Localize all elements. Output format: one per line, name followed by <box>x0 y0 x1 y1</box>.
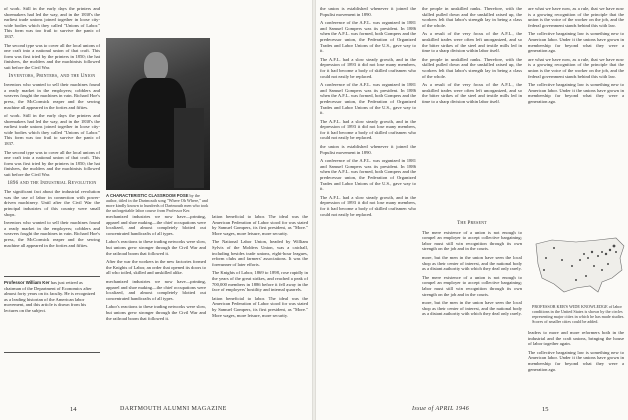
paragraph: After the war the workers in the new factories formed the Knights of Labor, an order that opened its doors to all who toiled, skilled and unskilled alike. <box>106 259 206 276</box>
paragraph: As a result of the very focus of the A.F.L., the unskilled trades were often left unorganized, and so the bitter strikes of the steel and textile mills led in time to a sharp division within labor itself. <box>422 82 522 104</box>
paragraph: the union is established whenever it joined the Populist movement in 1890. <box>320 144 416 155</box>
caption-lead: A CHARACTERISTIC CLASSROOM POSE <box>106 193 189 198</box>
paragraph: the people in unskilled ranks. Therefore, with the skilled pulled down and the unskilled raised up, the workers felt that labor's strength lay in being a class of the whole. <box>422 56 522 79</box>
city-marker <box>605 253 607 255</box>
right-column-2 <box>422 6 522 216</box>
photo-chair <box>174 108 204 188</box>
footer-right: Issue of APRIL 1946 <box>412 406 470 412</box>
paragraph: The A.F.L. had a slow steady growth, and in the depression of 1893 it did not lose many members, for it had become a body of skilled craftsmen who could not easily be replaced. <box>320 56 416 79</box>
paragraph: The collective bargaining law is something new to American labor. Under it the unions have grown in membership far beyond what they were a generation ago. <box>528 31 624 54</box>
right-column-1 <box>320 6 416 400</box>
left-column-3 <box>212 214 308 400</box>
author-note-text: has just retired as chairman of the Department of Economics after almost forty years on its faculty. He is recognized as a leading historian of the American labor movement, and this article is drawn from his lectures on the subject. <box>4 280 96 313</box>
city-marker <box>597 255 599 257</box>
us-map <box>532 230 628 300</box>
paragraph: more, but the men in the union have seen the local shop as their center of interest, and the national body as a distant authority with which they deal only rarely. <box>422 300 522 317</box>
professor-photo <box>106 38 210 190</box>
paragraph: The second type was to cover all the local unions of one craft into a national union of that craft. This form was first tried by the printers in 1850; the hat finishers, the molders and the machinists followed suit before the Civil War. <box>4 42 100 70</box>
paragraph: The mere existence of a union is not enough to compel an employer to accept collective bargaining; labor must still win recognition through its own strength on the job and in the courts. <box>422 229 522 252</box>
paragraph: The A.F.L. had a slow steady growth, and in the depression of 1893 it did not lose many members, for it had become a body of skilled craftsmen who could not easily be replaced. <box>320 118 416 141</box>
map-caption: PROFESSOR KER'S WIDE KNOWLEDGE of labor conditions in the United States is shown by the circles representing major cities in which he has made studies. Scores of smaller cities could be added. <box>532 304 625 324</box>
paragraph: The Knights of Labor, 1869 to 1898, rose rapidly in the years of the great strikes, and reached a peak of 700,000 members in 1886 before it fell away in the face of employers' hostility and internal quarrels. <box>212 270 308 293</box>
paragraph: The A.F.L. had a slow steady growth, and in the depression of 1893 it did not lose many members, for it had become a body of skilled craftsmen who could not easily be replaced. <box>320 194 416 217</box>
left-column-2 <box>106 214 206 400</box>
right-column-2-lower <box>422 218 522 400</box>
city-marker <box>609 249 611 251</box>
section-heading-present: The Present <box>457 221 487 226</box>
right-page <box>316 0 628 420</box>
paragraph: lation beneficial to labor. The ideal was the American Federation of Labor stood for was stated by Samuel Gompers, its first president, as "More." More wages, more leisure, more security. <box>212 295 308 318</box>
paragraph: more, but the men in the union have seen the local shop as their center of interest, and the national body as a distant authority with which they deal only rarely. <box>422 254 522 272</box>
paragraph: are what we have now, as a rule, that we have now is a growing recognition of the principle that the union is the voice of the worker on the job, and the federal government stands behind this with law. <box>528 6 624 28</box>
author-note <box>4 280 100 314</box>
city-marker <box>601 269 603 271</box>
author-note-heading: Professor William Ker <box>4 280 50 285</box>
paragraph: A conference of the A.F.L. was organized in 1881 and Samuel Gompers was its president. In 1886 when the A.F.L. was formed, both Gompers and the predecessor union, the Federation of Organized Trades and Labor Unions of the U.S., gave way to it. <box>320 82 416 116</box>
paragraph: A conference of the A.F.L. was organized in 1881 and Samuel Gompers was its president. In 1886 when the A.F.L. was formed, both Gompers and the predecessor union, the Federation of Organized Trades and Labor Unions of the U.S., gave way to it. <box>320 158 416 192</box>
paragraph: The second type was to cover all the local unions of one craft into a national union of that craft. This form was first tried by the printers in 1850; the hat finishers, the molders and the machinists followed suit before the Civil War. <box>4 149 100 178</box>
section-heading: Inventors, Printers, and the Union <box>8 73 96 79</box>
paragraph: leaders to more and more reformers both in the industrial and the craft unions, bringing the house of labor together again. <box>528 330 624 347</box>
paragraph: are what we have now, as a rule, that we have now is a growing recognition of the principle that the union is the voice of the worker on the job, and the federal government stands behind this with law. <box>528 56 624 79</box>
city-marker <box>607 263 609 265</box>
caption-text: by the author, titled in the Dartmouth song "Where Oh Where," and more kindly known to hundreds of Dartmouth men who took the unforgettable labor course from Professor Ker. <box>106 193 209 213</box>
footer-left: DARTMOUTH ALUMNI MAGAZINE <box>120 406 227 412</box>
city-marker <box>593 265 595 267</box>
paragraph: As a result of the very focus of the A.F.L., the unskilled trades were often left unorganized, and so the bitter strikes of the steel and textile mills led in time to a sharp division within labor itself. <box>422 31 522 54</box>
city-marker <box>613 245 616 248</box>
city-marker <box>579 259 581 261</box>
city-marker <box>561 259 563 261</box>
paragraph: of work. Still in the early days the printers and shoemakers had led the way, and in the 1830's the earliest trade unions joined together in loose city-wide bodies which they called "Unions of Labor." This form was too frail to survive the panic of 1837. <box>4 113 100 147</box>
city-marker <box>587 257 589 259</box>
paragraph: the union is established whenever it joined the Populist movement in 1890. <box>320 6 416 17</box>
paragraph: lation beneficial to labor. The ideal was the American Federation of Labor stood for was stated by Samuel Gompers, its first president, as "More." More wages, more leisure, more security. <box>212 214 308 236</box>
paragraph: A conference of the A.F.L. was organized in 1881 and Samuel Gompers was its president. In 1886 when the A.F.L. was formed, both Gompers and the predecessor union, the Federation of Organized Trades and Labor Unions of the U.S., gave way to it. <box>320 20 416 54</box>
paragraph: the people in unskilled ranks. Therefore, with the skilled pulled down and the unskilled raised up, the workers felt that labor's strength lay in being a class of the whole. <box>422 6 522 28</box>
paragraph: The mere existence of a union is not enough to compel an employer to accept collective bargaining; labor must still win recognition through its own strength on the job and in the courts. <box>422 274 522 297</box>
city-marker <box>615 251 617 253</box>
city-marker <box>585 275 587 277</box>
city-marker <box>591 251 593 253</box>
city-marker <box>571 265 573 267</box>
right-column-3 <box>528 6 624 226</box>
paragraph: Labor's reactions to these trading networks were slow, but unions grew stronger through the Civil War and the railroad boom that followed it. <box>106 304 206 321</box>
city-marker <box>545 257 547 259</box>
paragraph: Labor's reactions to these trading networks were slow, but unions grew stronger through the Civil War and the railroad boom that followed it. <box>106 239 206 256</box>
paragraph: Inventors who wanted to sell their machines found a ready market in the employers; cobblers and weavers fought the machines in vain. Richard Hoe's press, the McCormick reaper and the sewing machine all appeared in the forties and fifties. <box>4 220 100 248</box>
left-column-1 <box>4 6 100 276</box>
paragraph: Inventors who wanted to sell their machines found a ready market in the employers; cobblers and weavers fought the machines in vain. Richard Hoe's press, the McCormick reaper and the sewing machine all appeared in the forties and fifties. <box>4 82 100 110</box>
city-marker <box>601 251 603 253</box>
section-heading: 1896 and the Industrial Revolution <box>7 180 97 186</box>
city-marker <box>575 279 577 281</box>
page-number-right: 15 <box>542 406 549 413</box>
paragraph: The collective bargaining law is something new to American labor. Under it the unions have grown in membership far beyond what they were a generation ago. <box>528 82 624 104</box>
paragraph: The collective bargaining law is something new to American labor. Under it the unions have grown in membership far beyond what they were a generation ago. <box>528 349 624 372</box>
paragraph: mechanized industries we now have—printing, apparel and shoe making—the chief occupations were localized, and almost completely blotted out concentrated handicrafts of all types. <box>106 278 206 301</box>
us-outline <box>536 238 624 292</box>
paragraph: of work. Still in the early days the printers and shoemakers had led the way, and in the 1830's the earliest trade unions joined together in loose city-wide bodies which they called "Unions of Labor." This form was too frail to survive the panic of 1837. <box>4 6 100 39</box>
right-column-3-lower <box>528 330 624 402</box>
pull-rule-bottom <box>4 352 100 353</box>
paragraph: The significant fact about the industrial revolution was the use of labor in connection with power-driven machinery. Until after the Civil War the principal industries of this country were small shops. <box>4 189 100 217</box>
city-marker <box>553 247 555 249</box>
photo-caption <box>106 193 210 213</box>
pull-rule-top <box>4 276 100 277</box>
paragraph: mechanized industries we now have—printing, apparel and shoe making—the chief occupations were localized, and almost completely blotted out concentrated handicrafts of all types. <box>106 214 206 236</box>
paragraph: The National Labor Union, headed by William Sylvis of the Molders Union, was a catchall, including besides trade unions, eight-hour leagues, reform clubs and farmers' associations. It was the forerunner of later efforts. <box>212 239 308 267</box>
city-marker <box>583 253 585 255</box>
left-page <box>0 0 312 420</box>
page-number-left: 14 <box>70 406 77 413</box>
city-marker <box>543 269 545 271</box>
